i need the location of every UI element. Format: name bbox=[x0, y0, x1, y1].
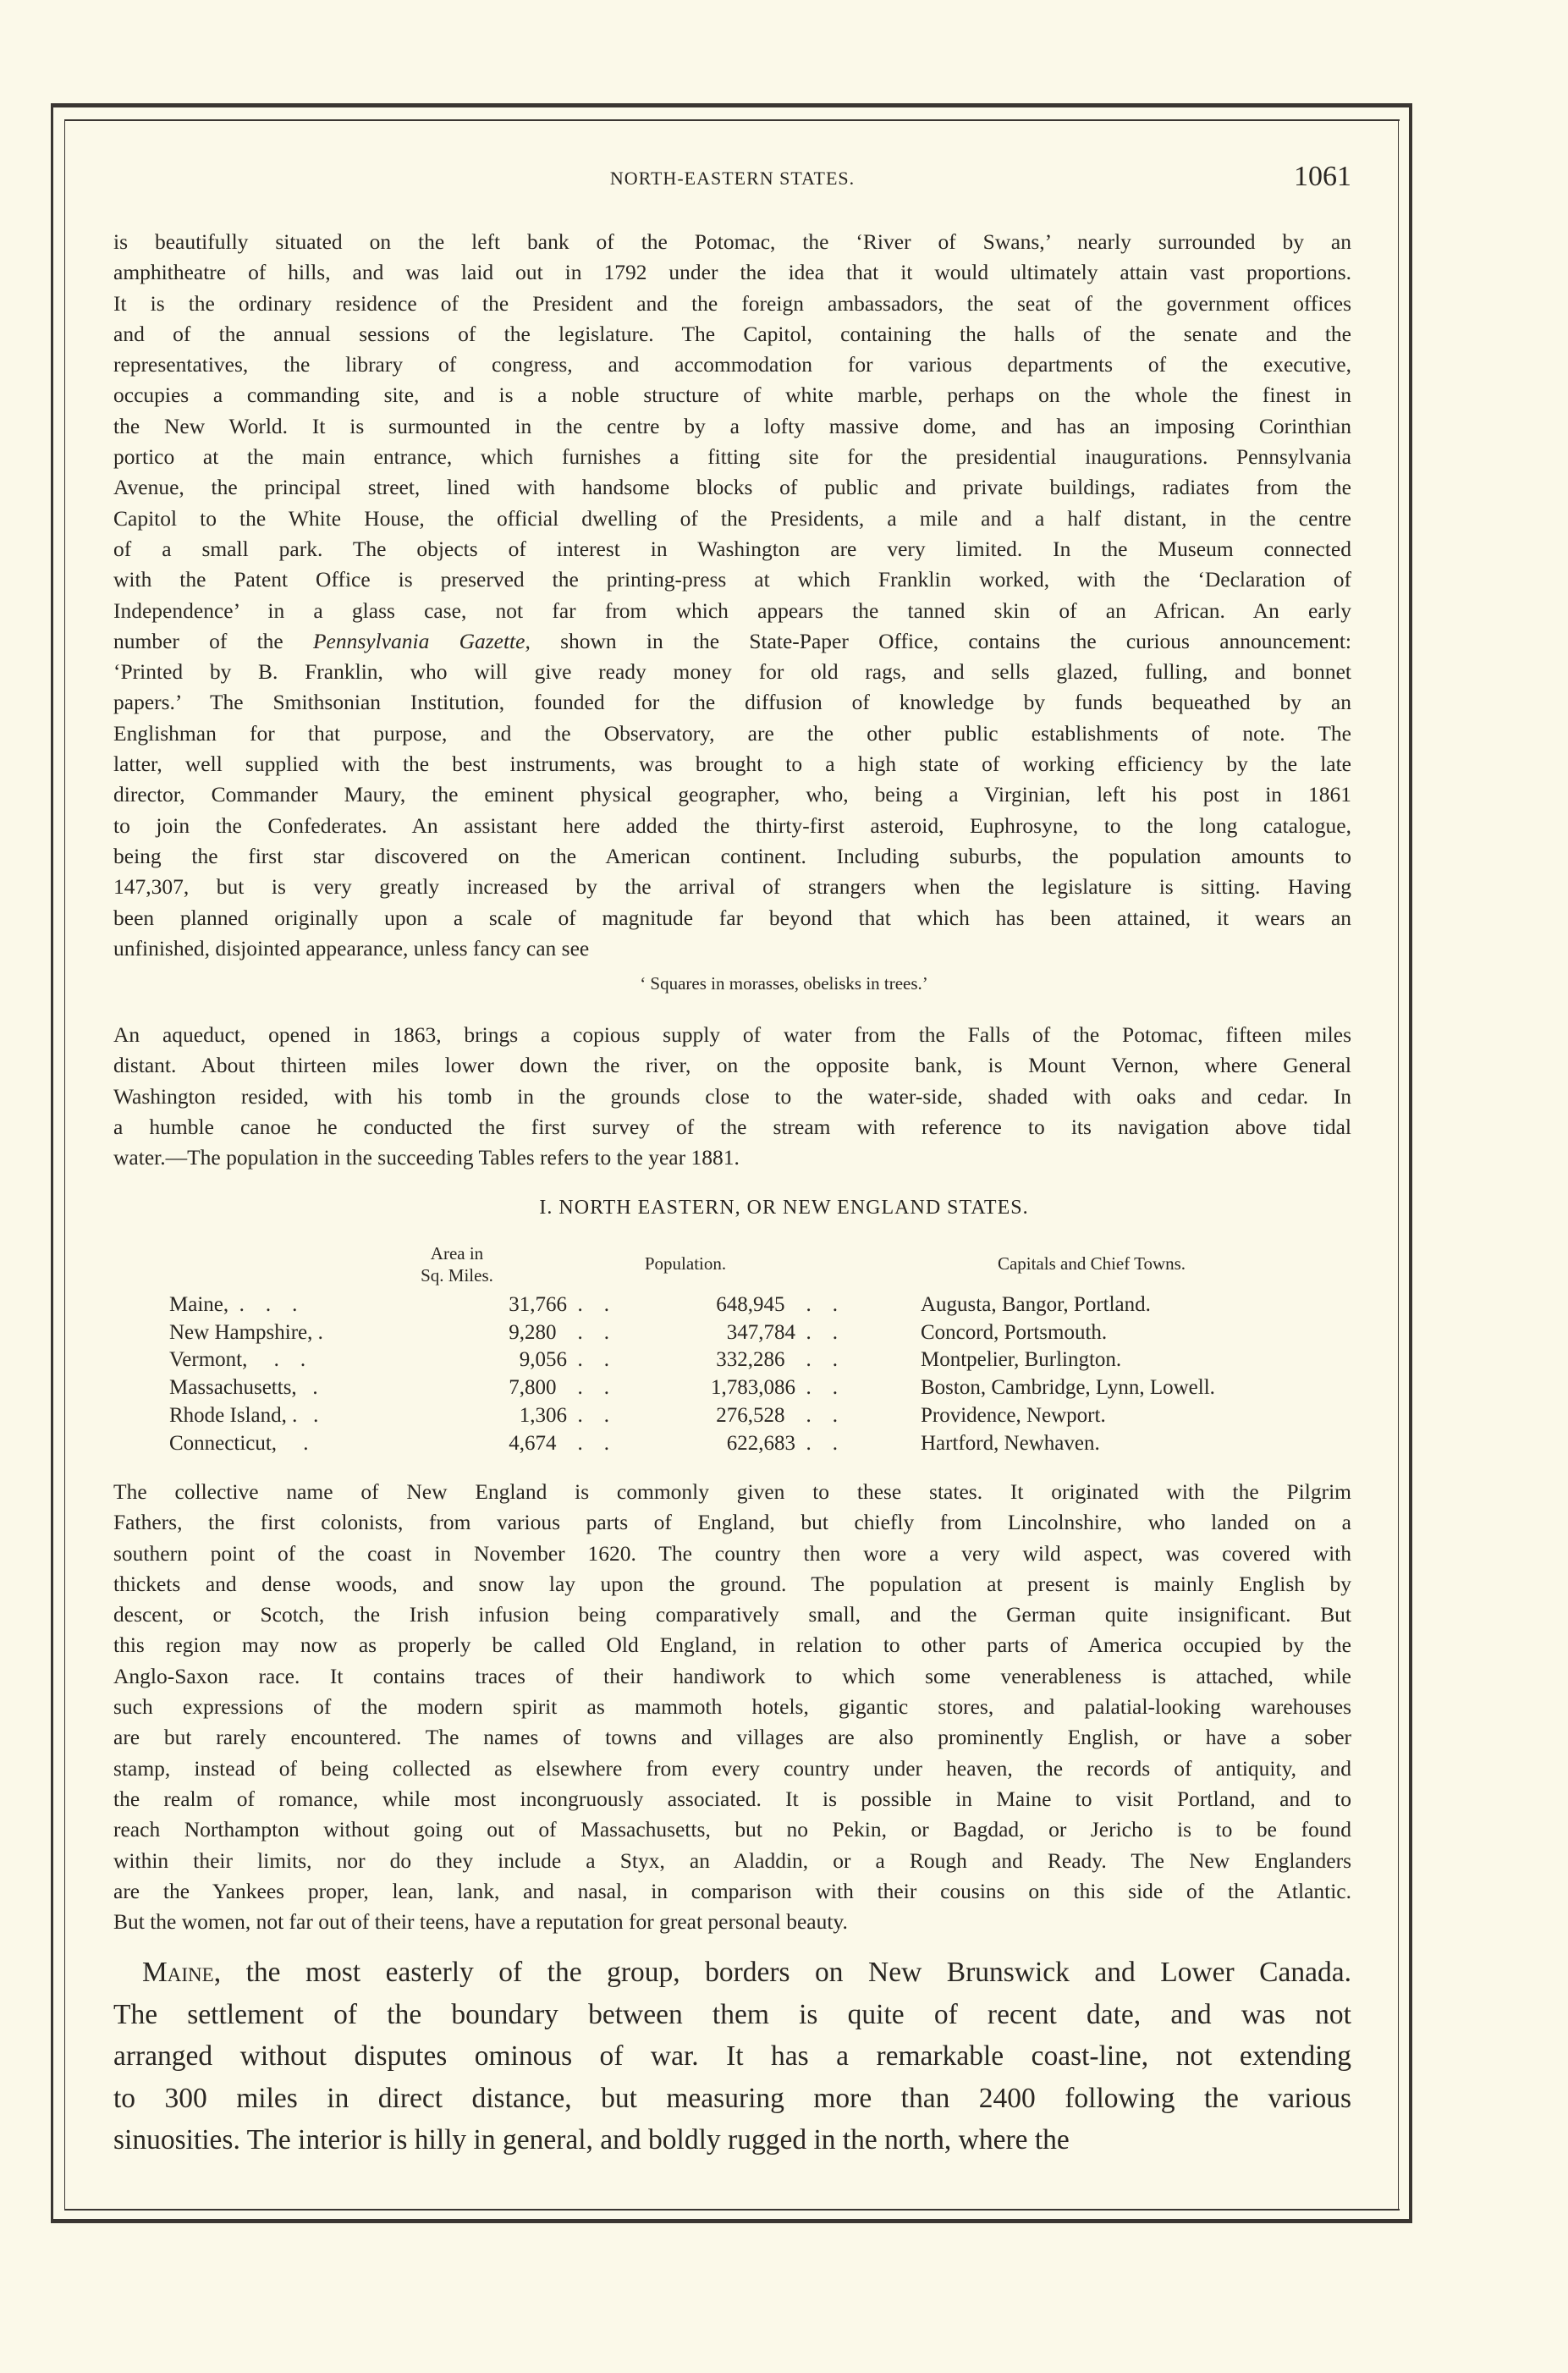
text-line: and of the annual sessions of the legislature. The Capitol, containing the halls of the senate and the bbox=[113, 321, 1351, 346]
table-row bbox=[169, 1402, 1354, 1430]
cell-capitals: Concord, Portsmouth. bbox=[921, 1320, 1108, 1344]
outer-rule-top bbox=[51, 103, 1411, 107]
text-line: being the first star discovered on the American continent. Including suburbs, the population amounts to bbox=[113, 843, 1351, 868]
text-line: 147,307, but is very greatly increased by the arrival of strangers when the legislature is sitting. Having bbox=[113, 874, 1351, 900]
text-line: An aqueduct, opened in 1863, brings a copious supply of water from the Falls of the Potomac, fifteen miles bbox=[113, 1022, 1351, 1047]
outer-rule-bottom bbox=[51, 2219, 1412, 2223]
text-line: Avenue, the principal street, lined with handsome blocks of public and private buildings, radiates from the bbox=[113, 475, 1351, 500]
text-line: a humble canoe he conducted the first survey of the stream with reference to its navigation above tidal bbox=[113, 1114, 1351, 1139]
cell-capitals: Providence, Newport. bbox=[921, 1403, 1106, 1427]
text-line: papers.’ The Smithsonian Institution, founded for the diffusion of knowledge by funds bequeathed by an bbox=[113, 690, 1351, 715]
text-segment: shown in the State-Paper Office, contains the curious announcement: bbox=[530, 628, 1351, 653]
table-row bbox=[169, 1319, 1354, 1347]
text-line: been planned originally upon a scale of magnitude far beyond that which has been attained, it wears an bbox=[113, 905, 1351, 930]
table-row bbox=[169, 1430, 1354, 1458]
cell-state: Connecticut, . bbox=[169, 1431, 309, 1455]
text-line: to join the Confederates. An assistant here added the thirty-first asteroid, Euphrosyne, to the long catalogue, bbox=[113, 812, 1351, 838]
outer-rule-right bbox=[1409, 103, 1412, 2221]
cell-capitals: Montpelier, Burlington. bbox=[921, 1348, 1122, 1372]
cell-population: 1,783,086 . . bbox=[711, 1376, 838, 1400]
text-line: is beautifully situated on the left bank of the Potomac, the ‘River of Swans,’ nearly surrounded by an bbox=[113, 229, 1351, 254]
table-row bbox=[169, 1374, 1354, 1402]
text-line: Capitol to the White House, the official dwelling of the Presidents, a mile and a half distant, in the centre bbox=[113, 505, 1351, 531]
cell-area: 31,766 . . bbox=[509, 1293, 609, 1316]
text-line: representatives, the library of congress, and accommodation for various departments of the executive, bbox=[113, 352, 1351, 377]
cell-capitals: Hartford, Newhaven. bbox=[921, 1431, 1100, 1455]
text-line: with the Patent Office is preserved the printing-press at which Franklin worked, with the ‘Declaration of bbox=[113, 567, 1351, 592]
newspaper-title: Pennsylvania Gazette, bbox=[312, 628, 531, 653]
paragraph-washington bbox=[113, 227, 1351, 964]
text-line: unfinished, disjointed appearance, unless fancy can see bbox=[113, 935, 590, 961]
table-row bbox=[169, 1291, 1354, 1319]
text-line: Englishman for that purpose, and the Observatory, are the other public establishments of note. The bbox=[113, 720, 1351, 746]
text-line: to 300 miles in direct distance, but measuring more than 2400 following the various bbox=[113, 2082, 1351, 2114]
lead-word: Maine bbox=[142, 1957, 214, 1988]
text-line: the realm of romance, while most incongruously associated. It is possible in Maine to visit Portland, and to bbox=[113, 1786, 1351, 1811]
cell-area: 1,306 . . bbox=[519, 1403, 609, 1427]
header-area-line2: Sq. Miles. bbox=[421, 1265, 493, 1286]
paragraph-aqueduct bbox=[113, 1020, 1351, 1173]
text-line: portico at the main entrance, which furnishes a fitting site for the presidential inaugurations. Pennsylvania bbox=[113, 444, 1351, 470]
text-line: arranged without disputes ominous of war. It has a remarkable coast-line, not extending bbox=[113, 2040, 1351, 2072]
text-line: The collective name of New England is commonly given to these states. It originated with the Pilgrim bbox=[113, 1479, 1351, 1504]
cell-state: Rhode Island, . . bbox=[169, 1403, 319, 1427]
paragraph-maine bbox=[113, 1952, 1351, 2161]
paragraph-new-england bbox=[113, 1477, 1351, 1937]
cell-population: 276,528 . . bbox=[716, 1403, 838, 1427]
text-line: amphitheatre of hills, and was laid out in 1792 under the idea that it would ultimately attain vast proportions. bbox=[113, 260, 1351, 285]
text-line: sinuosities. The interior is hilly in general, and boldly rugged in the north, where the bbox=[113, 2124, 1070, 2156]
text-line: water.—The population in the succeeding Tables refers to the year 1881. bbox=[113, 1145, 740, 1170]
cell-state: Maine, . . . bbox=[169, 1293, 298, 1316]
text-line: thickets and dense woods, and snow lay upon the ground. The population at present is mainly English by bbox=[113, 1571, 1351, 1596]
cell-area: 9,056 . . bbox=[519, 1348, 609, 1372]
cell-state: New Hampshire, . bbox=[169, 1320, 323, 1344]
text-line: distant. About thirteen miles lower down the river, on the opposite bank, is Mount Vernon, where General bbox=[113, 1053, 1351, 1078]
cell-population: 347,784 . . bbox=[726, 1320, 838, 1344]
quotation: ‘ Squares in morasses, obelisks in trees.’ bbox=[640, 973, 928, 994]
text-line: southern point of the coast in November 1620. The country then wore a very wild aspect, was covered with bbox=[113, 1540, 1351, 1566]
text-line: this region may now as properly be called Old England, in relation to other parts of America occupied by the bbox=[113, 1632, 1351, 1658]
text-line: reach Northampton without going out of Massachusetts, but no Pekin, or Bagdad, or Jericho is to be found bbox=[113, 1817, 1351, 1842]
header-area-line1: Area in bbox=[430, 1243, 484, 1264]
text-segment: number of the bbox=[113, 628, 313, 653]
outer-rule-left bbox=[51, 103, 53, 2221]
cell-state: Massachusetts, . bbox=[169, 1376, 318, 1400]
text-line: occupies a commanding site, and is a noble structure of white marble, perhaps on the whole the finest in bbox=[113, 383, 1351, 408]
page-number: 1061 bbox=[1294, 161, 1351, 192]
text-line: Washington resided, with his tomb in the grounds close to the water-side, shaded with oaks and cedar. In bbox=[113, 1083, 1351, 1109]
text-line bbox=[113, 1952, 1351, 1994]
text-line: ‘Printed by B. Franklin, who will give ready money for old rags, and sells glazed, fulling, and bonnet bbox=[113, 659, 1351, 685]
text-line: The settlement of the boundary between them is quite of recent date, and was not bbox=[113, 1998, 1351, 2030]
text-line: stamp, instead of being collected as elsewhere from every country under heaven, the records of antiquity, and bbox=[113, 1755, 1351, 1781]
inner-rule-top bbox=[64, 119, 1400, 121]
table-row bbox=[169, 1346, 1354, 1374]
text-line: latter, well supplied with the best instruments, was brought to a high state of working efficiency by the late bbox=[113, 752, 1351, 777]
text-line: Fathers, the first colonists, from various parts of England, but chiefly from Lincolnshire, who landed on a bbox=[113, 1510, 1351, 1535]
text-line: Independence’ in a glass case, not far from which appears the tanned skin of an African. An early bbox=[113, 597, 1351, 623]
text-line: the New World. It is surmounted in the centre by a lofty massive dome, and has an imposing Corinthian bbox=[113, 413, 1351, 438]
header-capitals: Capitals and Chief Towns. bbox=[997, 1253, 1186, 1274]
text-line: of a small park. The objects of interest in Washington are very limited. In the Museum connected bbox=[113, 536, 1351, 561]
table-title: I. NORTH EASTERN, OR NEW ENGLAND STATES. bbox=[539, 1197, 1029, 1219]
text-line: It is the ordinary residence of the President and the foreign ambassadors, the seat of the government offices bbox=[113, 290, 1351, 316]
page-header bbox=[113, 161, 1351, 195]
cell-capitals: Boston, Cambridge, Lynn, Lowell. bbox=[921, 1376, 1215, 1400]
inner-rule-left bbox=[64, 119, 65, 2210]
header-area bbox=[398, 1242, 516, 1286]
text-line: are the Yankees proper, lean, lank, and nasal, in comparison with their cousins on this side of the Atlantic. bbox=[113, 1878, 1351, 1903]
text-line: director, Commander Maury, the eminent physical geographer, who, being a Virginian, left his post in 1861 bbox=[113, 782, 1351, 807]
cell-capitals: Augusta, Bangor, Portland. bbox=[921, 1293, 1151, 1316]
cell-area: 7,800 . . bbox=[509, 1376, 609, 1400]
text-line: such expressions of the modern spirit as mammoth hotels, gigantic stores, and palatial-looking warehouses bbox=[113, 1694, 1351, 1720]
cell-state: Vermont, . . bbox=[169, 1348, 306, 1372]
cell-area: 9,280 . . bbox=[509, 1320, 609, 1344]
cell-area: 4,674 . . bbox=[509, 1431, 609, 1455]
header-population: Population. bbox=[644, 1253, 727, 1274]
running-title: NORTH-EASTERN STATES. bbox=[609, 168, 856, 189]
cell-population: 622,683 . . bbox=[726, 1431, 838, 1455]
text-line bbox=[113, 626, 1351, 657]
text-line: within their limits, nor do they include a Styx, an Aladdin, or a Rough and Ready. The New Englanders bbox=[113, 1847, 1351, 1873]
text-line: descent, or Scotch, the Irish infusion being comparatively small, and the German quite insignificant. But bbox=[113, 1602, 1351, 1627]
cell-population: 648,945 . . bbox=[716, 1293, 838, 1316]
text-segment: , the most easterly of the group, borders on New Brunswick and Lower Canada. bbox=[213, 1957, 1351, 1988]
cell-population: 332,286 . . bbox=[716, 1348, 838, 1372]
text-line: Anglo-Saxon race. It contains traces of their handiwork to which some venerableness is attached, while bbox=[113, 1663, 1351, 1688]
inner-rule-bottom bbox=[64, 2209, 1400, 2211]
text-line: are but rarely encountered. The names of towns and villages are also prominently English, or have a sober bbox=[113, 1725, 1351, 1750]
inner-rule-right bbox=[1398, 119, 1399, 2210]
text-line: But the women, not far out of their teens, have a reputation for great personal beauty. bbox=[113, 1909, 848, 1935]
